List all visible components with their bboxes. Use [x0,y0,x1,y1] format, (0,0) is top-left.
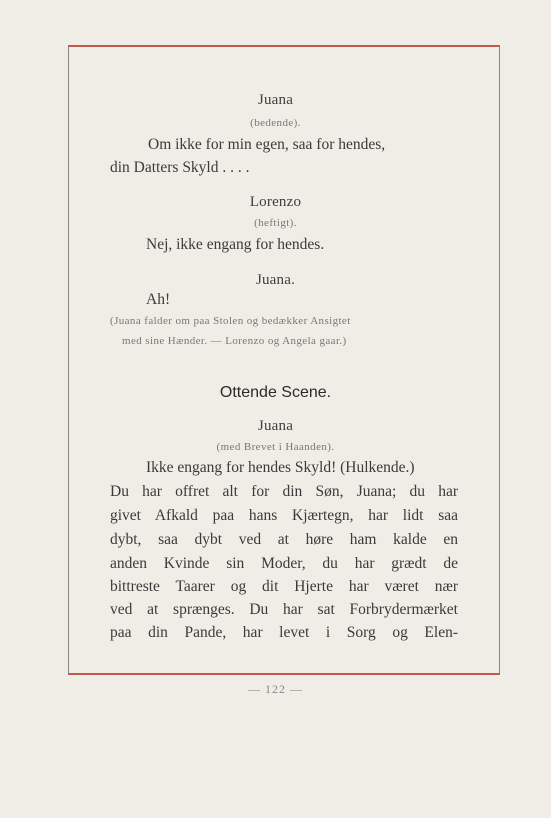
paragraph-line: givet Afkald paa hans Kjærtegn, har lidt saa [110,507,458,524]
stage-direction: (med Brevet i Haanden). [216,441,335,453]
scene-heading: Ottende Scene. [219,384,332,401]
stage-direction: (heftigt). [254,217,297,229]
dialogue-line: Ah! [146,291,171,308]
dialogue-line: din Datters Skyld . . . . [110,159,250,176]
stage-direction: (bedende). [250,117,301,129]
stage-direction: med sine Hænder. — Lorenzo og Angela gaar.) [122,335,347,347]
speaker-name: Lorenzo [249,194,302,210]
paragraph-line: ved at sprænges. Du har sat Forbrydermærket [110,601,458,618]
page-number: — 122 — [248,682,303,696]
stage-direction: (Juana falder om paa Stolen og bedækker Ansigtet [110,315,351,327]
speaker-name: Juana [257,418,294,434]
paragraph-line: anden Kvinde sin Moder, du har grædt de [110,555,458,572]
speaker-name: Juana. [255,272,296,288]
paragraph-line: Du har offret alt for din Søn, Juana; du har [110,483,458,500]
dialogue-line: Nej, ikke engang for hendes. [146,236,325,253]
paragraph-line: Ikke engang for hendes Skyld! (Hulkende.) [146,459,415,476]
dialogue-line: Om ikke for min egen, saa for hendes, [148,136,386,153]
paragraph-line: dybt, saa dybt ved at høre ham kalde en [110,531,458,548]
paragraph-line: bittreste Taarer og dit Hjerte har været nær [110,578,458,595]
paragraph-line: paa din Pande, har levet i Sorg og Elen- [110,624,458,641]
speaker-name: Juana [257,92,294,108]
